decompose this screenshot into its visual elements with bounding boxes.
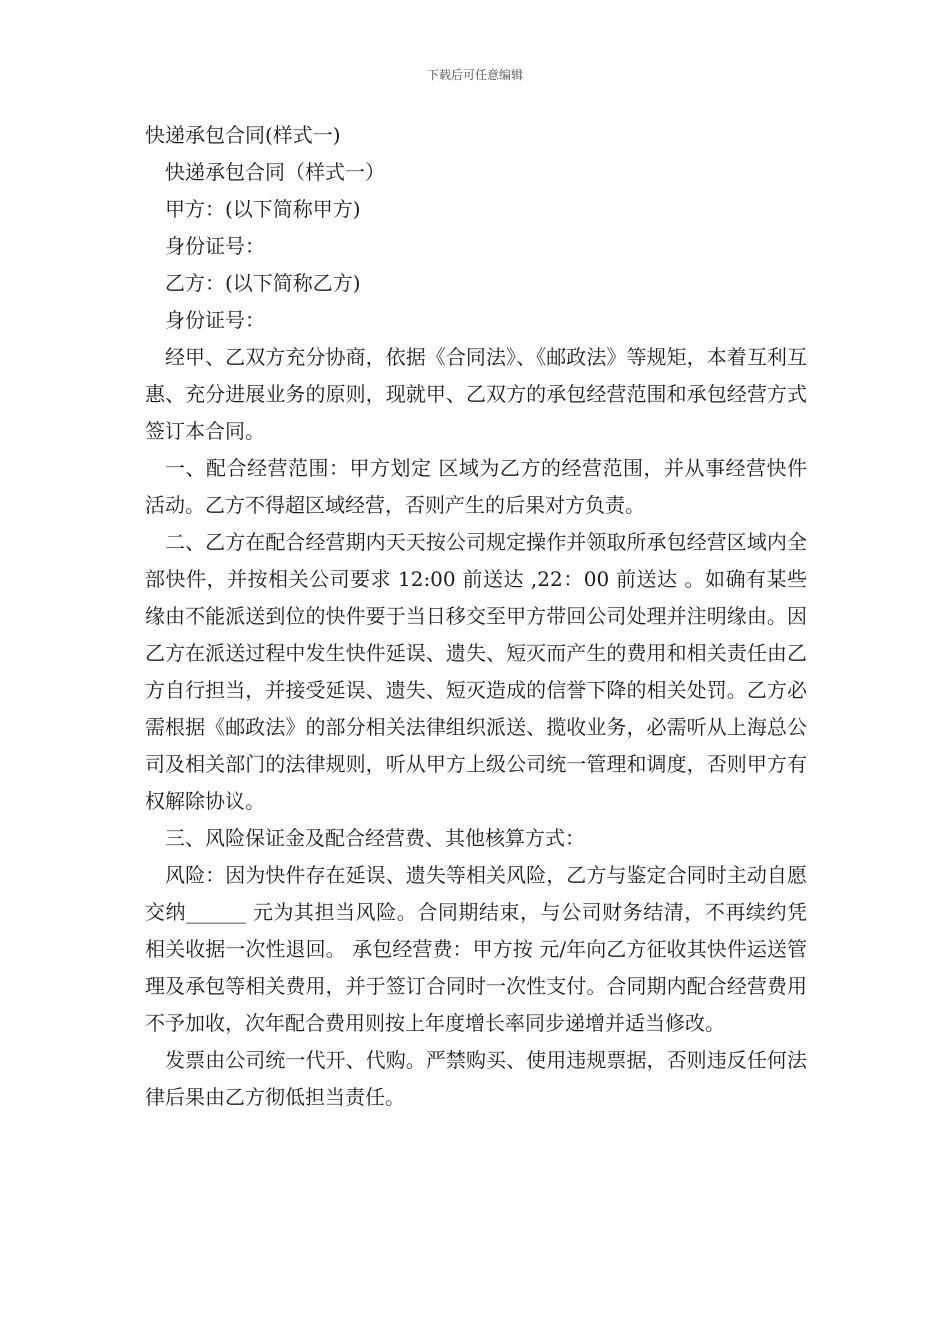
document-body (145, 117, 807, 1116)
paragraph-clause-1: 一、配合经营范围：甲方划定 区域为乙方的经营范围，并从事经营快件活动。乙方不得超区域经营，否则产生的后果对方负责。 (145, 456, 807, 517)
paragraph-id-a: 身份证号： (165, 234, 265, 258)
paragraph-party-b: 乙方：(以下简称乙方) (165, 271, 361, 295)
document-title: 快递承包合同(样式一) (145, 123, 341, 147)
paragraph-id-b: 身份证号： (165, 308, 265, 332)
header-note: 下载后可任意编辑 (426, 68, 523, 82)
paragraph-invoice: 发票由公司统一代开、代购。严禁购买、使用违规票据，否则违反任何法律后果由乙方彻低担当责任。 (145, 1048, 807, 1109)
paragraph-risk: 风险：因为快件存在延误、遗失等相关风险，乙方与鉴定合同时主动自愿交纳______ 元为其担当风险。合同期结束，与公司财务结清，不再续约凭相关收据一次性退回。 承包经营费：甲方按 元/年向乙方征收其快件运送管理及承包等相关费用，并于签订合同时一次性支付。合同期内配合经营费用不予加收，次年配合费用则按上年度增长率同步递增并适当修改。 (145, 863, 807, 1035)
paragraph-party-a: 甲方：(以下简称甲方) (165, 197, 361, 221)
paragraph-clause-3: 三、风险保证金及配合经营费、其他核算方式： (165, 826, 585, 850)
paragraph-subtitle: 快递承包合同（样式一） (165, 160, 385, 184)
paragraph-preamble: 经甲、乙双方充分协商，依据《合同法》、《邮政法》等规矩，本着互利互惠、充分进展业务的原则，现就甲、乙双方的承包经营范围和承包经营方式签订本合同。 (145, 345, 807, 443)
paragraph-clause-2: 二、乙方在配合经营期内天天按公司规定操作并领取所承包经营区域内全部快件，并按相关公司要求 12:00 前送达 ,22：00 前送达 。如确有某些缘由不能派送到位的快件要于当日移交至甲方带回公司处理并注明缘由。因乙方在派送过程中发生快件延误、遗失、短灭而产生的费用和相关责任由乙方自行担当，并接受延误、遗失、短灭造成的信誉下降的相关处罚。乙方必需根据《邮政法》的部分相关法律组织派送、揽收业务，必需听从上海总公司及相关部门的法律规则，听从甲方上级公司统一管理和调度，否则甲方有权解除协议。 (145, 530, 807, 813)
